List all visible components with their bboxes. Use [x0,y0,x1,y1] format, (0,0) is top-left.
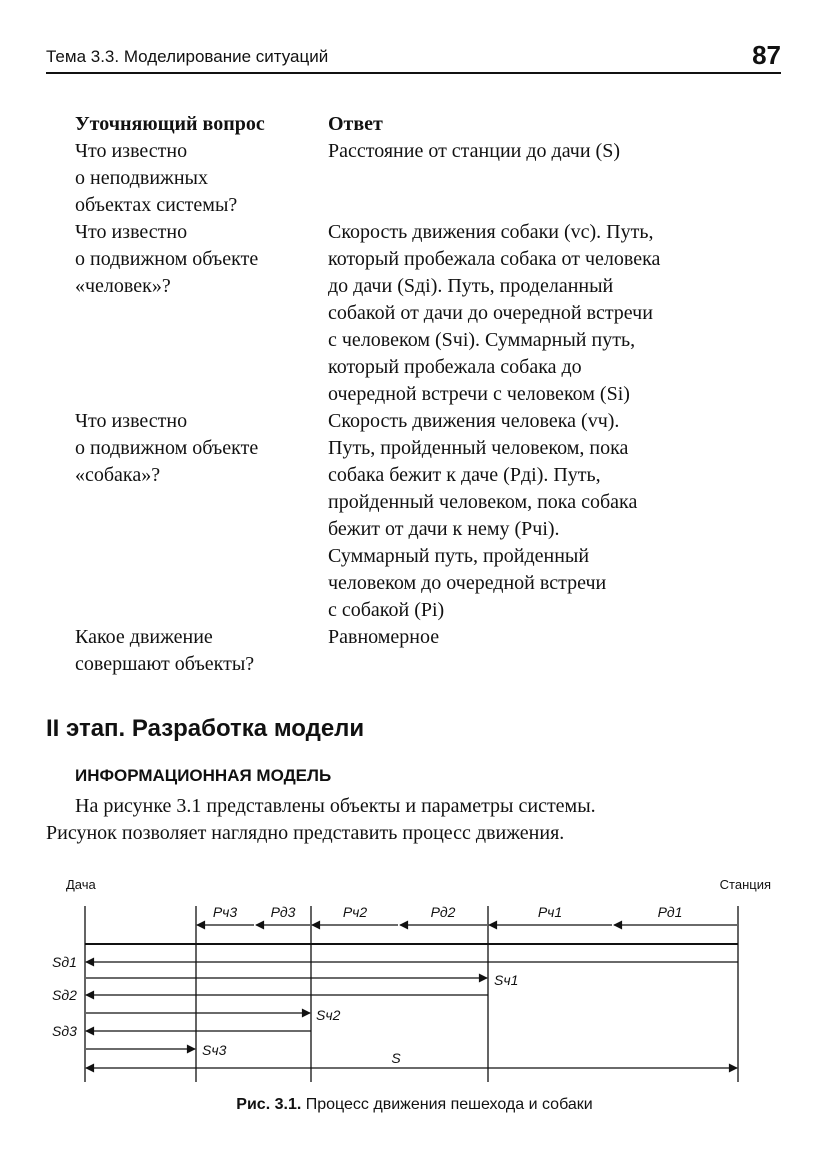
answer-line: который пробежала собака от человека [328,248,661,270]
label-sd3: Sд3 [52,1023,77,1039]
question-line: о неподвижных [75,167,208,189]
answer-line: Скорость движения собаки (vс). Путь, [328,221,654,243]
qa-table-body [75,138,785,678]
question-line: совершают объекты? [75,653,255,675]
question-line: «собака»? [75,464,161,486]
header-rule [46,72,781,74]
top-labels [213,904,683,920]
label-sch3: Sч3 [202,1042,227,1058]
answer-line: собака бежит к даче (Pдi). Путь, [328,464,601,486]
question-line: Какое движение [75,626,213,648]
question-line: Что известно [75,410,188,432]
qa-table [75,111,785,678]
label-sch2: Sч2 [316,1007,341,1023]
answer-cell [328,138,785,219]
label-pch1: Pч1 [537,904,563,920]
question-cell [75,219,328,408]
question-line: Что известно [75,221,188,243]
answer-line: Путь, пройденный человеком, пока [328,437,629,459]
caption-prefix: Рис. 3.1. [236,1096,302,1113]
question-cell [75,408,328,624]
page-number: 87 [752,40,781,70]
answer-line: очередной встречи с человеком (Si) [328,383,630,405]
caption-text: Процесс движения пешехода и собаки [301,1096,593,1113]
answer-line: бежит от дачи к нему (Pчi). [328,518,560,540]
page-header [46,40,781,72]
qa-table-header [75,111,785,138]
question-line: объектах системы? [75,194,238,216]
question-line: Что известно [75,140,188,162]
label-pch3: Pч3 [212,904,238,920]
answer-line: который пробежала собака до [328,356,582,378]
answer-cell [328,219,785,408]
body-paragraph [46,793,786,847]
question-cell [75,624,328,678]
answer-line: до дачи (Sдi). Путь, проделанный [328,275,614,297]
path-arrows [86,962,738,1068]
label-pch2: Pч2 [342,904,368,920]
qa-row [75,138,785,219]
qa-row [75,408,785,624]
qa-row [75,219,785,408]
frame-lines [85,906,738,1082]
answer-cell [328,408,785,624]
motion-diagram [0,870,829,1100]
label-s: S [391,1050,401,1066]
section-title: II этап. Разработка модели [46,715,365,742]
subsection-title: ИНФОРМАЦИОННАЯ МОДЕЛЬ [75,766,332,785]
question-line: «человек»? [75,275,171,297]
figure-caption [0,1096,829,1114]
answer-line: Равномерное [328,626,440,648]
label-sch1: Sч1 [494,972,519,988]
figure-3-1 [0,870,829,1130]
answer-line: человеком до очередной встречи [328,572,607,594]
label-station: Станция [719,877,771,892]
label-pd2: Pд2 [430,904,456,920]
running-title: Тема 3.3. Моделирование ситуаций [46,47,329,66]
label-sd1: Sд1 [52,954,77,970]
answer-line: Расстояние от станции до дачи (S) [328,140,620,162]
label-pd1: Pд1 [657,904,683,920]
label-sd2: Sд2 [52,987,77,1003]
paragraph-line: Рисунок позволяет наглядно представить процесс движения. [46,822,565,844]
question-line: о подвижном объекте [75,437,259,459]
header-answer: Ответ [328,113,383,135]
qa-row [75,624,785,678]
answer-line: Скорость движения человека (vч). [328,410,620,432]
header-question: Уточняющий вопрос [75,113,265,135]
answer-line: с человеком (Sчi). Суммарный путь, [328,329,636,351]
question-line: о подвижном объекте [75,248,259,270]
label-pd3: Pд3 [270,904,296,920]
paragraph-line: На рисунке 3.1 представлены объекты и параметры системы. [75,795,596,817]
answer-line: пройденный человеком, пока собака [328,491,638,513]
answer-cell [328,624,785,678]
answer-line: собакой от дачи до очередной встречи [328,302,653,324]
answer-line: с собакой (Pi) [328,599,445,621]
label-dacha: Дача [66,877,96,892]
answer-line: Суммарный путь, пройденный [328,545,590,567]
question-cell [75,138,328,219]
